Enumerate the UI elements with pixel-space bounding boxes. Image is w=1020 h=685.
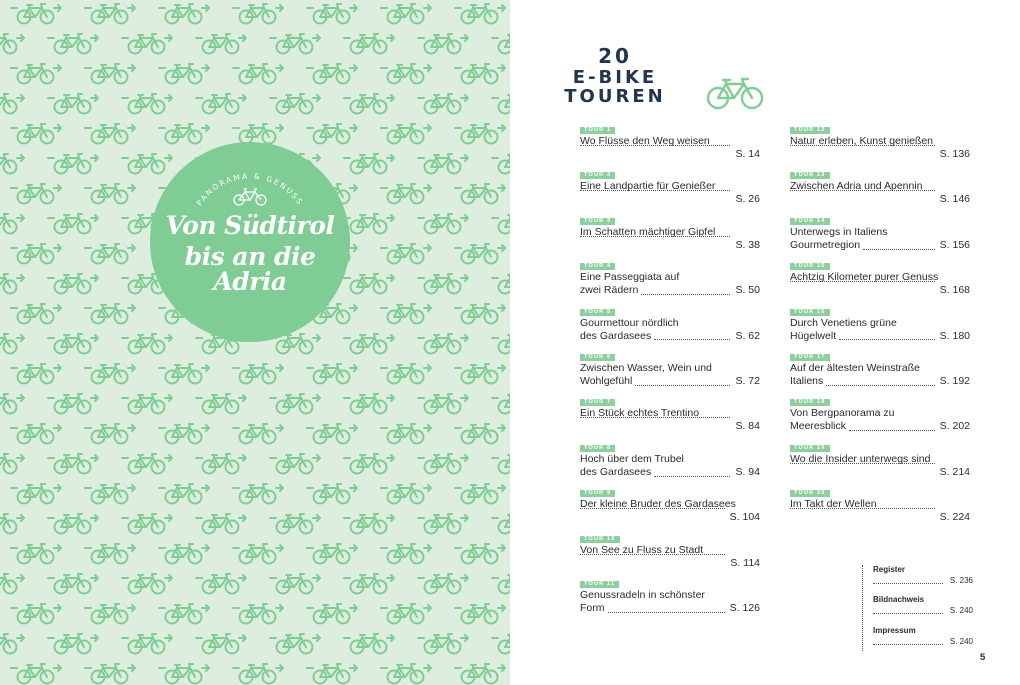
bicycle-icon	[418, 634, 468, 654]
toc-entry[interactable]	[580, 127, 760, 169]
bicycle-icon	[85, 184, 135, 204]
bicycle-icon	[85, 664, 135, 684]
tour-page: S. 114	[730, 556, 760, 569]
leader-dots	[873, 583, 943, 584]
leader-dots	[580, 554, 725, 555]
register-page: S. 240	[949, 637, 973, 646]
bicycle-icon	[85, 304, 135, 324]
tour-page: S. 202	[939, 420, 970, 433]
bicycle-icon	[0, 514, 24, 534]
bicycle-icon	[11, 364, 61, 384]
bicycle-icon	[307, 664, 357, 684]
bicycle-icon	[418, 154, 468, 174]
tour-badge: TOUR 18	[790, 399, 830, 406]
toc-entry[interactable]	[580, 354, 760, 396]
bicycle-icon	[196, 94, 246, 114]
bicycle-icon	[11, 4, 61, 24]
bicycle-icon	[706, 76, 766, 110]
toc-entry[interactable]	[790, 354, 970, 396]
leader-dots	[826, 385, 935, 386]
tour-title: Zwischen Wasser, Wein und	[580, 362, 712, 374]
bicycle-icon	[233, 364, 283, 384]
tour-title-continued: Hügelwelt	[790, 329, 837, 342]
bicycle-icon	[455, 4, 505, 24]
leader-dots	[790, 145, 935, 146]
tour-badge: TOUR 10	[580, 536, 620, 543]
bicycle-icon	[492, 394, 510, 414]
tour-title: Natur erleben, Kunst genießen	[790, 135, 934, 147]
leader-dots	[635, 385, 730, 386]
toc-entry[interactable]	[580, 445, 760, 487]
tour-title-continued: Gourmetregion	[790, 238, 861, 251]
bicycle-icon	[159, 604, 209, 624]
leader-dots	[641, 294, 730, 295]
leader-dots	[790, 190, 935, 191]
tour-badge: TOUR 15	[790, 263, 830, 270]
bicycle-icon	[381, 244, 431, 264]
bicycle-icon	[196, 574, 246, 594]
circle-arc-text: PANORAMA & GENUSS	[194, 171, 306, 208]
toc-entry[interactable]	[790, 172, 970, 214]
bicycle-icon	[85, 124, 135, 144]
bicycle-icon	[233, 424, 283, 444]
bicycle-icon	[270, 94, 320, 114]
tour-title-continued: Form	[580, 602, 605, 614]
toc-entry[interactable]	[790, 490, 970, 532]
tour-title-continued: Italiens	[790, 375, 824, 387]
bicycle-icon	[455, 544, 505, 564]
tandem-bicycle-icon	[234, 189, 266, 205]
toc-entry[interactable]	[790, 263, 970, 305]
bicycle-icon	[11, 184, 61, 204]
bicycle-icon	[48, 574, 98, 594]
bicycle-icon	[0, 334, 24, 354]
bicycle-icon	[381, 664, 431, 684]
tour-page: S. 168	[939, 284, 970, 297]
register-page: S. 240	[949, 606, 973, 615]
bicycle-icon	[418, 334, 468, 354]
cover-title-line-2: bis an die Adria	[184, 242, 316, 296]
bicycle-icon	[418, 454, 468, 474]
leader-dots	[580, 145, 730, 146]
bicycle-icon	[381, 124, 431, 144]
cover-title-line-1: Von Südtirol	[165, 211, 335, 240]
bicycle-icon	[233, 484, 283, 504]
bicycle-icon	[0, 214, 24, 234]
leader-dots	[873, 613, 943, 614]
bicycle-icon	[122, 394, 172, 414]
tour-title: Ein Stück echtes Trentino	[580, 407, 700, 420]
bicycle-icon	[492, 274, 510, 294]
bicycle-icon	[11, 664, 61, 684]
bicycle-icon	[159, 544, 209, 564]
bicycle-icon	[122, 34, 172, 54]
bicycle-icon	[344, 514, 394, 534]
bicycle-icon	[85, 424, 135, 444]
toc-entry[interactable]	[790, 399, 970, 441]
bicycle-icon	[381, 64, 431, 84]
bicycle-icon	[11, 124, 61, 144]
bicycle-icon	[0, 634, 24, 654]
leader-dots	[790, 508, 935, 509]
tour-badge: TOUR 2	[580, 172, 615, 179]
leader-dots	[654, 339, 730, 340]
contents-heading	[560, 46, 670, 106]
bicycle-icon	[196, 454, 246, 474]
bicycle-icon	[492, 214, 510, 234]
tour-page: S. 72	[735, 375, 760, 387]
bicycle-icon	[11, 424, 61, 444]
tour-badge: TOUR 17	[790, 354, 830, 361]
bicycle-icon	[122, 634, 172, 654]
bicycle-icon	[270, 394, 320, 414]
leader-dots	[790, 281, 935, 282]
tour-page: S. 94	[735, 465, 760, 478]
leader-dots	[863, 249, 935, 250]
tour-page: S. 14	[735, 148, 760, 160]
bicycle-icon	[307, 544, 357, 564]
tour-page: S. 180	[939, 329, 970, 342]
bicycle-icon	[122, 514, 172, 534]
leader-dots	[873, 644, 943, 645]
leader-dots	[580, 190, 730, 191]
bicycle-icon	[48, 34, 98, 54]
bicycle-icon	[122, 454, 172, 474]
tour-badge: TOUR 19	[790, 445, 830, 452]
bicycle-icon	[233, 544, 283, 564]
tour-badge: TOUR 3	[580, 218, 615, 225]
tour-title: Unterwegs in Italiens	[790, 225, 888, 238]
tour-page: S. 126	[729, 602, 760, 614]
bicycle-icon	[418, 214, 468, 234]
bicycle-icon	[418, 274, 468, 294]
bicycle-icon	[492, 574, 510, 594]
bicycle-icon	[418, 514, 468, 534]
bicycle-icon	[381, 4, 431, 24]
bicycle-icon	[344, 454, 394, 474]
bicycle-icon	[159, 664, 209, 684]
tour-badge: TOUR 6	[580, 354, 615, 361]
bicycle-icon	[48, 394, 98, 414]
leader-dots	[580, 417, 730, 418]
bicycle-icon	[492, 454, 510, 474]
tour-page: S. 146	[939, 193, 970, 206]
contents-page	[510, 0, 1020, 685]
svg-text:PANORAMA & GENUSS	[195, 172, 306, 208]
tour-title: Genussradeln in schönster	[580, 589, 705, 601]
bicycle-icon	[418, 574, 468, 594]
tour-title-continued: Meeresblick	[790, 420, 847, 433]
tour-page: S. 104	[729, 511, 760, 524]
bicycle-icon	[0, 154, 24, 174]
tour-title: Von See zu Fluss zu Stadt	[580, 543, 704, 556]
bicycle-icon	[233, 664, 283, 684]
bicycle-icon	[307, 4, 357, 24]
bicycle-icon	[381, 184, 431, 204]
tour-title: Durch Venetiens grüne	[790, 316, 897, 329]
toc-entry[interactable]	[580, 172, 760, 214]
tour-page: S. 224	[939, 511, 970, 524]
tour-page: S. 62	[735, 329, 760, 342]
leader-dots	[790, 463, 935, 464]
bicycle-icon	[455, 604, 505, 624]
tour-badge: TOUR 8	[580, 445, 615, 452]
bicycle-icon	[196, 394, 246, 414]
bicycle-icon	[48, 274, 98, 294]
leader-dots	[839, 339, 935, 340]
bicycle-icon	[307, 124, 357, 144]
bicycle-icon	[48, 514, 98, 534]
tour-title: Gourmettour nördlich	[580, 316, 679, 329]
bicycle-icon	[0, 574, 24, 594]
bicycle-icon	[455, 664, 505, 684]
tour-badge: TOUR 13	[790, 172, 830, 179]
toc-entry[interactable]	[580, 581, 760, 623]
bicycle-icon	[159, 424, 209, 444]
bicycle-icon	[381, 544, 431, 564]
toc-entry[interactable]	[580, 536, 760, 578]
toc-entry[interactable]	[790, 127, 970, 169]
bicycle-icon	[85, 364, 135, 384]
toc-entry[interactable]	[580, 309, 760, 351]
bicycle-icon	[0, 454, 24, 474]
tour-title: Im Takt der Wellen	[790, 498, 877, 511]
bicycle-icon	[307, 364, 357, 384]
bicycle-icon	[492, 94, 510, 114]
bicycle-icon	[85, 484, 135, 504]
tour-page: S. 26	[735, 193, 760, 206]
bicycle-icon	[85, 604, 135, 624]
toc-entry[interactable]	[790, 445, 970, 487]
bicycle-icon	[344, 634, 394, 654]
leader-dots	[608, 612, 725, 613]
heading-line-1: E-BIKE	[572, 66, 658, 88]
bicycle-icon	[455, 64, 505, 84]
register-entry[interactable]	[873, 595, 973, 617]
tour-badge: TOUR 16	[790, 309, 830, 316]
bicycle-icon	[0, 34, 24, 54]
bicycle-icon	[196, 514, 246, 534]
bicycle-icon	[48, 334, 98, 354]
bicycle-icon	[0, 94, 24, 114]
leader-dots	[580, 236, 730, 237]
bicycle-icon	[85, 544, 135, 564]
bicycle-icon	[307, 424, 357, 444]
bicycle-icon	[11, 64, 61, 84]
tour-badge: TOUR 11	[580, 581, 619, 588]
bicycle-icon	[196, 34, 246, 54]
tour-title: Zwischen Adria und Apennin	[790, 180, 923, 193]
bicycle-icon	[122, 94, 172, 114]
heading-number: 20	[598, 44, 632, 68]
bicycle-icon	[344, 34, 394, 54]
bicycle-icon	[344, 394, 394, 414]
bicycle-icon	[455, 424, 505, 444]
bicycle-icon	[455, 184, 505, 204]
bicycle-icon	[344, 94, 394, 114]
heading-line-2: TOUREN	[564, 86, 666, 108]
bicycle-icon	[381, 304, 431, 324]
bicycle-icon	[307, 484, 357, 504]
bicycle-icon	[48, 214, 98, 234]
tour-title: Auf der ältesten Weinstraße	[790, 362, 920, 374]
tour-page: S. 136	[939, 148, 970, 160]
tour-page: S. 84	[735, 420, 760, 433]
bicycle-icon	[492, 334, 510, 354]
tour-badge: TOUR 20	[790, 490, 830, 497]
bicycle-icon	[418, 94, 468, 114]
tour-title: Im Schatten mächtiger Gipfel	[580, 225, 716, 238]
bicycle-icon	[159, 4, 209, 24]
tour-title-continued: Wohlgefühl	[580, 375, 633, 387]
bicycle-icon	[344, 154, 394, 174]
leader-dots	[849, 430, 935, 431]
register-list	[862, 565, 972, 651]
bicycle-icon	[159, 484, 209, 504]
register-entry[interactable]	[873, 565, 973, 587]
tour-badge: TOUR 12	[790, 127, 830, 134]
bicycle-icon	[492, 514, 510, 534]
page-number: 5	[980, 652, 986, 663]
toc-entry[interactable]	[580, 399, 760, 441]
tour-page: S. 192	[939, 375, 970, 387]
bicycle-icon	[159, 364, 209, 384]
tour-badge: TOUR 9	[580, 490, 615, 497]
tour-badge: TOUR 14	[790, 218, 830, 225]
bicycle-icon	[11, 244, 61, 264]
bicycle-icon	[270, 454, 320, 474]
leader-dots	[654, 476, 730, 477]
tour-title: Eine Passeggiata auf	[580, 271, 680, 284]
bicycle-icon	[196, 634, 246, 654]
bicycle-icon	[418, 394, 468, 414]
bicycle-icon	[344, 334, 394, 354]
tour-badge: TOUR 5	[580, 309, 615, 316]
toc-entry[interactable]	[790, 218, 970, 260]
bicycle-icon	[492, 34, 510, 54]
bicycle-icon	[381, 424, 431, 444]
bicycle-icon	[48, 94, 98, 114]
tour-page: S. 50	[735, 284, 760, 297]
bicycle-icon	[11, 544, 61, 564]
tour-page: S. 214	[939, 465, 970, 478]
bicycle-icon	[344, 214, 394, 234]
bicycle-icon	[233, 604, 283, 624]
tour-badge: TOUR 7	[580, 399, 615, 406]
bicycle-icon	[381, 604, 431, 624]
bicycle-icon	[85, 64, 135, 84]
bicycle-icon	[233, 124, 283, 144]
bicycle-icon	[0, 274, 24, 294]
tour-title: Wo Flüsse den Weg weisen	[580, 135, 710, 147]
bicycle-icon	[418, 34, 468, 54]
title-circle	[150, 142, 350, 342]
register-label: Register	[873, 565, 906, 574]
tour-title: Der kleine Bruder des Gardasees	[580, 498, 736, 511]
bicycle-icon	[344, 574, 394, 594]
tour-title: Eine Landpartie für Genießer	[580, 180, 716, 193]
toc-entry[interactable]	[580, 490, 760, 532]
bicycle-icon	[307, 64, 357, 84]
tour-title: Wo die Insider unterwegs sind	[790, 452, 931, 465]
bicycle-icon	[85, 244, 135, 264]
leader-dots	[580, 508, 725, 509]
bicycle-icon	[492, 634, 510, 654]
tour-title: Von Bergpanorama zu	[790, 407, 895, 420]
bicycle-icon	[455, 304, 505, 324]
tour-page: S. 38	[735, 238, 760, 251]
bicycle-icon	[11, 484, 61, 504]
tour-title-continued: zwei Rädern	[580, 284, 639, 297]
bicycle-icon	[344, 274, 394, 294]
bicycle-icon	[48, 634, 98, 654]
bicycle-icon	[307, 604, 357, 624]
bicycle-icon	[11, 304, 61, 324]
bicycle-icon	[270, 34, 320, 54]
tour-title: Hoch über dem Trubel	[580, 452, 684, 465]
bicycle-icon	[381, 364, 431, 384]
register-label: Bildnachweis	[873, 595, 925, 604]
register-entry[interactable]	[873, 626, 973, 648]
tour-badge: TOUR 4	[580, 263, 615, 270]
register-label: Impressum	[873, 626, 916, 635]
bicycle-icon	[455, 484, 505, 504]
tour-title-continued: des Gardasees	[580, 329, 652, 342]
toc-entry[interactable]	[580, 218, 760, 260]
register-page: S. 236	[949, 576, 973, 585]
bicycle-icon	[159, 64, 209, 84]
bicycle-icon	[159, 124, 209, 144]
bicycle-icon	[48, 154, 98, 174]
tour-title-continued: des Gardasees	[580, 465, 652, 478]
tour-page: S. 156	[939, 238, 970, 251]
bicycle-icon	[455, 124, 505, 144]
bicycle-icon	[0, 394, 24, 414]
bicycle-icon	[455, 364, 505, 384]
bicycle-icon	[11, 604, 61, 624]
bicycle-icon	[233, 4, 283, 24]
bicycle-icon	[122, 574, 172, 594]
tour-badge: TOUR 1	[580, 127, 615, 134]
tour-title: Achtzig Kilometer purer Genuss	[790, 271, 939, 284]
bicycle-icon	[270, 574, 320, 594]
bicycle-icon	[381, 484, 431, 504]
toc-entry[interactable]	[790, 309, 970, 351]
bicycle-icon	[233, 64, 283, 84]
bicycle-icon	[492, 154, 510, 174]
bicycle-icon	[85, 4, 135, 24]
bicycle-icon	[270, 514, 320, 534]
bicycle-icon	[48, 454, 98, 474]
bicycle-icon	[270, 634, 320, 654]
toc-entry[interactable]	[580, 263, 760, 305]
bicycle-icon	[455, 244, 505, 264]
